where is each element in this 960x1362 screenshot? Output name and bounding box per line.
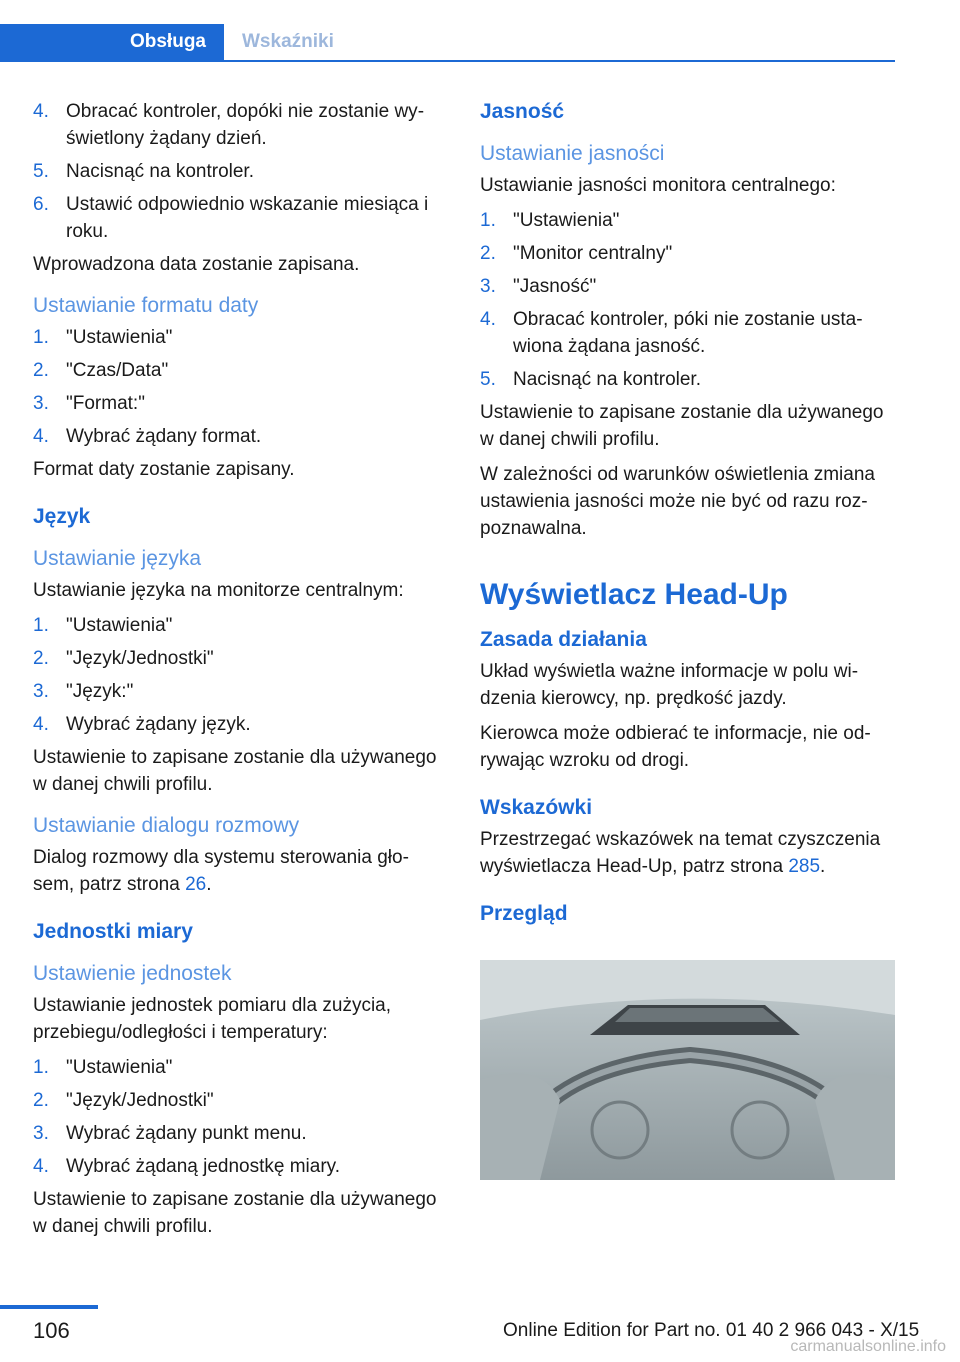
list-item bbox=[33, 645, 443, 672]
paragraph: Ustawienie to zapisane zostanie dla używanego w danej chwili profilu. bbox=[33, 1189, 437, 1237]
paragraph-wskazowki: Przestrzegać wskazówek na temat czyszczenia wyświetlacza Head-Up, patrz strona 285. bbox=[480, 829, 881, 877]
page-link-285[interactable]: 285 bbox=[788, 856, 821, 877]
step-text: "Język/Jednostki" bbox=[66, 648, 214, 669]
paragraph: Wprowadzona data zostanie zapisana. bbox=[33, 254, 360, 275]
step-number: 3. bbox=[33, 681, 49, 702]
page-number: 106 bbox=[33, 1318, 70, 1343]
tab-wskazniki[interactable]: Wskaźniki bbox=[242, 31, 334, 52]
list-item bbox=[33, 711, 443, 738]
heading-przeglad: Przegląd bbox=[480, 902, 568, 925]
right-column bbox=[480, 98, 896, 938]
paragraph-dialog: Dialog rozmowy dla systemu sterowania głosem, patrz strona 26. bbox=[33, 847, 409, 895]
step-number: 2. bbox=[480, 243, 496, 264]
step-number: 6. bbox=[33, 194, 49, 215]
steps-brightness bbox=[480, 207, 896, 393]
heading-jednostki: Jednostki miary bbox=[33, 920, 193, 943]
step-number: 3. bbox=[33, 1123, 49, 1144]
step-text: Ustawić odpowiednio wskazanie miesiąca i roku. bbox=[66, 194, 429, 242]
paragraph: Ustawianie jednostek pomiaru dla zużycia, przebiegu/odległości i temperatury: bbox=[33, 995, 392, 1043]
list-item bbox=[33, 612, 443, 639]
step-number: 5. bbox=[480, 369, 496, 390]
heading-jasnosc: Jasność bbox=[480, 100, 565, 123]
step-text: "Format:" bbox=[66, 393, 145, 414]
paragraph: Ustawienie to zapisane zostanie dla używanego w danej chwili profilu. bbox=[480, 402, 884, 450]
header-tabs bbox=[0, 24, 895, 62]
step-text: Nacisnąć na kontroler. bbox=[66, 161, 254, 182]
step-text: "Ustawienia" bbox=[66, 615, 173, 636]
step-text: "Ustawienia" bbox=[66, 1057, 173, 1078]
step-text: "Język:" bbox=[66, 681, 134, 702]
list-item bbox=[33, 1087, 443, 1114]
step-text: Obracać kontroler, póki nie zostanie ustawiona żądana jasność. bbox=[513, 309, 863, 357]
step-number: 3. bbox=[480, 276, 496, 297]
paragraph: Ustawianie jasności monitora centralnego: bbox=[480, 175, 836, 196]
step-number: 1. bbox=[480, 210, 496, 231]
step-number: 2. bbox=[33, 1090, 49, 1111]
steps-language bbox=[33, 612, 443, 738]
step-text: "Język/Jednostki" bbox=[66, 1090, 214, 1111]
paragraph: Format daty zostanie zapisany. bbox=[33, 459, 295, 480]
step-number: 4. bbox=[33, 714, 49, 735]
list-item bbox=[33, 1054, 443, 1081]
heading-zasada: Zasada działania bbox=[480, 628, 647, 651]
heading-ustawianie-jezyka: Ustawianie języka bbox=[33, 547, 202, 570]
paragraph: Ustawienie to zapisane zostanie dla używanego w danej chwili profilu. bbox=[33, 747, 437, 795]
heading-dialog: Ustawianie dialogu rozmowy bbox=[33, 814, 300, 837]
step-number: 2. bbox=[33, 360, 49, 381]
heading-date-format: Ustawianie formatu daty bbox=[33, 294, 259, 317]
step-text: Wybrać żądany format. bbox=[66, 426, 262, 447]
list-item bbox=[33, 678, 443, 705]
heading-head-up: Wyświetlacz Head-Up bbox=[480, 578, 788, 611]
heading-jezyk: Język bbox=[33, 505, 91, 528]
list-item bbox=[33, 158, 443, 185]
step-number: 2. bbox=[33, 648, 49, 669]
step-text: "Ustawienia" bbox=[513, 210, 620, 231]
step-text: Obracać kontroler, dopóki nie zostanie wyświetlony żądany dzień. bbox=[66, 101, 425, 149]
step-text: Wybrać żądaną jednostkę miary. bbox=[66, 1156, 341, 1177]
step-text: Wybrać żądany język. bbox=[66, 714, 251, 735]
paragraph: Kierowca może odbierać te informacje, nie odrywając wzroku od drogi. bbox=[480, 723, 871, 771]
list-item bbox=[480, 240, 896, 267]
left-column bbox=[33, 98, 443, 1248]
step-number: 3. bbox=[33, 393, 49, 414]
paragraph: Ustawianie języka na monitorze centralnym: bbox=[33, 580, 404, 601]
edition-info: Online Edition for Part no. 01 40 2 966 043 - X/15 bbox=[503, 1320, 920, 1341]
dashboard-drawing bbox=[480, 960, 895, 1180]
list-item bbox=[480, 366, 896, 393]
step-number: 1. bbox=[33, 327, 49, 348]
step-text: "Monitor centralny" bbox=[513, 243, 673, 264]
step-number: 1. bbox=[33, 1057, 49, 1078]
dashboard-illustration bbox=[480, 960, 895, 1180]
page-link-26[interactable]: 26 bbox=[185, 874, 207, 895]
list-item bbox=[480, 207, 896, 234]
list-item bbox=[33, 390, 443, 417]
list-item bbox=[480, 273, 896, 300]
paragraph: Układ wyświetla ważne informacje w polu widzenia kierowcy, np. prędkość jazdy. bbox=[480, 661, 859, 709]
step-number: 5. bbox=[33, 161, 49, 182]
steps-date bbox=[33, 98, 443, 245]
step-number: 4. bbox=[33, 426, 49, 447]
step-text: "Ustawienia" bbox=[66, 327, 173, 348]
list-item bbox=[33, 324, 443, 351]
step-text: Nacisnąć na kontroler. bbox=[513, 369, 701, 390]
list-item bbox=[33, 1153, 443, 1180]
list-item bbox=[33, 191, 443, 245]
footer-rule bbox=[0, 1305, 98, 1309]
step-text: Wybrać żądany punkt menu. bbox=[66, 1123, 307, 1144]
heading-ustawienie-jednostek: Ustawienie jednostek bbox=[33, 962, 232, 985]
step-text: "Jasność" bbox=[513, 276, 597, 297]
steps-date-format bbox=[33, 324, 443, 450]
step-number: 4. bbox=[33, 101, 49, 122]
step-number: 4. bbox=[33, 1156, 49, 1177]
step-number: 4. bbox=[480, 309, 496, 330]
heading-wskazowki: Wskazówki bbox=[480, 796, 593, 819]
watermark: carmanualsonline.info bbox=[790, 1338, 946, 1355]
paragraph: W zależności od warunków oświetlenia zmiana ustawienia jasności może nie być od razu rozpoznawalna. bbox=[480, 464, 875, 539]
step-text: "Czas/Data" bbox=[66, 360, 169, 381]
steps-units bbox=[33, 1054, 443, 1180]
list-item bbox=[480, 306, 896, 360]
list-item bbox=[33, 423, 443, 450]
list-item bbox=[33, 98, 443, 152]
step-number: 1. bbox=[33, 615, 49, 636]
list-item bbox=[33, 1120, 443, 1147]
heading-ustawianie-jasnosci: Ustawianie jasności bbox=[480, 142, 665, 165]
list-item bbox=[33, 357, 443, 384]
tab-obsluga[interactable]: Obsługa bbox=[0, 24, 224, 60]
